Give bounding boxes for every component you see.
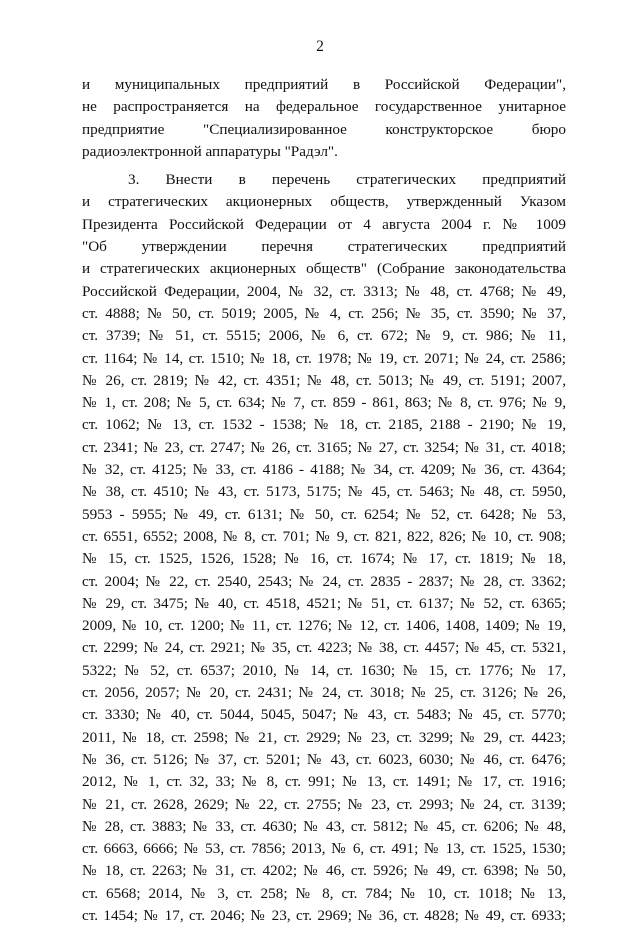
text-line: № 28, ст. 3883; № 33, ст. 4630; № 43, ст. 5812; № 45, ст. 6206; № 48, <box>82 817 566 835</box>
document-body <box>82 74 566 927</box>
text-line: ст. 1062; № 13, ст. 1532 - 1538; № 18, ст. 2185, 2188 - 2190; № 19, <box>82 416 566 434</box>
text-line: № 15, ст. 1525, 1526, 1528; № 16, ст. 1674; № 17, ст. 1819; № 18, <box>82 550 566 568</box>
text-line: ст. 2004; № 22, ст. 2540, 2543; № 24, ст. 2835 - 2837; № 28, ст. 3362; <box>82 572 566 590</box>
text-line: Российской Федерации, 2004, № 32, ст. 3313; № 48, ст. 4768; № 49, <box>82 282 566 300</box>
text-line: и стратегических акционерных обществ" (Собрание законодательства <box>82 260 566 278</box>
text-line: 2012, № 1, ст. 32, 33; № 8, ст. 991; № 13, ст. 1491; № 17, ст. 1916; <box>82 773 566 791</box>
text-line: 2011, № 18, ст. 2598; № 21, ст. 2929; № 23, ст. 3299; № 29, ст. 4423; <box>82 728 566 746</box>
text-line: 5322; № 52, ст. 6537; 2010, № 14, ст. 1630; № 15, ст. 1776; № 17, <box>82 661 566 679</box>
text-line: 3. Внести в перечень стратегических предприятий <box>128 171 566 189</box>
text-line: ст. 2299; № 24, ст. 2921; № 35, ст. 4223; № 38, ст. 4457; № 45, ст. 5321, <box>82 639 566 657</box>
text-line: № 38, ст. 4510; № 43, ст. 5173, 5175; № 45, ст. 5463; № 48, ст. 5950, <box>82 483 566 501</box>
text-line: ст. 1454; № 17, ст. 2046; № 23, ст. 2969; № 36, ст. 4828; № 49, ст. 6933; <box>82 906 566 924</box>
text-line: № 18, ст. 2263; № 31, ст. 4202; № 46, ст. 5926; № 49, ст. 6398; № 50, <box>82 862 566 880</box>
text-line: ст. 4888; № 50, ст. 5019; 2005, № 4, ст. 256; № 35, ст. 3590; № 37, <box>82 304 566 322</box>
text-line: Президента Российской Федерации от 4 августа 2004 г. № 1009 <box>82 215 566 233</box>
paragraph-2 <box>82 169 566 927</box>
text-line: 5953 - 5955; № 49, ст. 6131; № 50, ст. 6254; № 52, ст. 6428; № 53, <box>82 505 566 523</box>
text-line: № 32, ст. 4125; № 33, ст. 4186 - 4188; № 34, ст. 4209; № 36, ст. 4364; <box>82 461 566 479</box>
text-line: № 29, ст. 3475; № 40, ст. 4518, 4521; № 51, ст. 6137; № 52, ст. 6365; <box>82 594 566 612</box>
text-line: ст. 3739; № 51, ст. 5515; 2006, № 6, ст. 672; № 9, ст. 986; № 11, <box>82 327 566 345</box>
text-line: ст. 2341; № 23, ст. 2747; № 26, ст. 3165; № 27, ст. 3254; № 31, ст. 4018; <box>82 438 566 456</box>
text-line: 2009, № 10, ст. 1200; № 11, ст. 1276; № 12, ст. 1406, 1408, 1409; № 19, <box>82 617 566 635</box>
text-line: и муниципальных предприятий в Российской Федерации", <box>82 76 566 93</box>
text-line: № 1, ст. 208; № 5, ст. 634; № 7, ст. 859 - 861, 863; № 8, ст. 976; № 9, <box>82 394 566 412</box>
text-line: ст. 2056, 2057; № 20, ст. 2431; № 24, ст. 3018; № 25, ст. 3126; № 26, <box>82 684 566 702</box>
page-number: 2 <box>316 38 324 55</box>
paragraph-1 <box>82 74 566 163</box>
text-line: предприятие "Специализированное конструкторское бюро <box>82 120 566 138</box>
text-line: ст. 6568; 2014, № 3, ст. 258; № 8, ст. 784; № 10, ст. 1018; № 13, <box>82 884 566 902</box>
text-line: № 26, ст. 2819; № 42, ст. 4351; № 48, ст. 5013; № 49, ст. 5191; 2007, <box>82 371 566 389</box>
text-line: и стратегических акционерных обществ, утвержденный Указом <box>82 193 566 211</box>
text-line: не распространяется на федеральное государственное унитарное <box>82 98 566 116</box>
text-line: ст. 3330; № 40, ст. 5044, 5045, 5047; № 43, ст. 5483; № 45, ст. 5770; <box>82 706 566 724</box>
text-line: "Об утверждении перечня стратегических предприятий <box>82 238 566 256</box>
text-line: ст. 6551, 6552; 2008, № 8, ст. 701; № 9, ст. 821, 822, 826; № 10, ст. 908; <box>82 527 566 545</box>
text-line: № 21, ст. 2628, 2629; № 22, ст. 2755; № 23, ст. 2993; № 24, ст. 3139; <box>82 795 566 813</box>
text-line: радиоэлектронной аппаратуры "Радэл". <box>82 142 338 160</box>
text-line: № 36, ст. 5126; № 37, ст. 5201; № 43, ст. 6023, 6030; № 46, ст. 6476; <box>82 750 566 768</box>
text-line: ст. 1164; № 14, ст. 1510; № 18, ст. 1978; № 19, ст. 2071; № 24, ст. 2586; <box>82 349 566 367</box>
text-line: ст. 6663, 6666; № 53, ст. 7856; 2013, № 6, ст. 491; № 13, ст. 1525, 1530; <box>82 840 566 858</box>
